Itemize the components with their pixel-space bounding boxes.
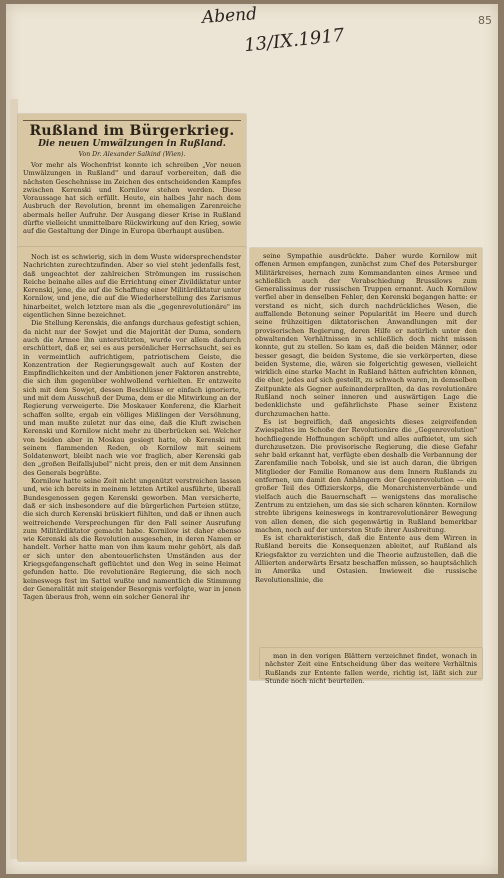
archive-sheet: [6, 4, 498, 874]
clipping-right-footer: [260, 648, 482, 685]
article-subtitle: Die neuen Umwälzungen in Rußland.: [38, 139, 226, 149]
article-title: Rußland im Bürgerkrieg.: [29, 123, 235, 139]
paragraph: seine Sympathie ausdrückte. Daher wurde Kornilow mit offenen Armen empfangen, zunächst zum Chef des Petersburger Militärkreises, hernach zum Kommandanten eines Armee und schließlich auch der Verabschiedung Brussilows zum Generalissimus der russischen Truppen ernannt. Auch Kornilow verfiel aber in denselben Fehler, den Kerenski begangen hatte: er verstand es nicht, sich durch nachdrückliches Wesen, die auffallende Betonung seiner Popularität im Heere und durch seine frühzeitigen diktatorischen Anwandlungen mit der provisorischen Regierung, deren Hilfe er natürlich unter den obwaltenden Verhältnissen in schließlich doch nicht missen konnte, gut zu stellen. So kam es, daß die beiden Männer, oder besser gesagt, die beiden Systeme, die sie verkörperten, diese beiden Systeme, die, wären sie folgerichtig gewesen, vielleicht wirklich eine starke Macht in Rußland hätten aufrichten können, die eher, jedes auf sich gestellt, zu schwach waren, in demselben Zeitpunkte als Gegner aufeinanderprallten, da das revolutionäre Rußland noch seiner inneren und auswärtigen Lage die bedenklichste und gefährlichste Phase seiner Existenz durchzumachen hatte.: [255, 252, 477, 418]
rule: [23, 120, 241, 121]
clipping-right-column: [250, 248, 482, 680]
paragraph: Die Stellung Kerenskis, die anfangs durchaus gefestigt schien, da nicht nur der Sowjet und die Majorität der Duma, sondern auch die Armee ihn unterstützten, wurde vor allem dadurch erschüttert, daß er, sei es aus persönlicher Herrschsucht, sei es in vermeintlich aufrichtigem, patriotischem Geiste, die Konzentration der Regierungsgewalt auch auf Kosten der Empfindlichkeiten und der Ambitionen jener Faktoren anstrebte, die sich ihm gegenüber wohlwollend verhielten. Er entzweite sich mit dem Sowjet, dessen Beschlüsse er einfach ignorierte, und mit dem Ausschuß der Duma, dem er die Mitwirkung an der Regierung verweigerte. Die Moskauer Konferenz, die Klarheit schaffen sollte, ergab ein völliges Mißlingen der Versöhnung, und man mußte zuletzt nur das eine, daß die Kluft zwischen Kerenski und Kornilow nicht mehr zu überbrücken sei. Welcher von beiden aber in Moskau gesiegt hatte, ob Kerenski mit seinem flammenden Reden, ob Kornilow mit seinem Soldatenwort, bleibt nach wie vor fraglich, aber Kerenski gab den „großen Beifallsjubel" nicht preis, den er mit dem Ansinnen des Generals begrüßte.: [23, 319, 241, 477]
paragraph: Es ist begreiflich, daß angesichts dieses zeigreifenden Zwiespaltes im Schoße der Revolutionäre die „Gegenrevolution" hochfliegende Hoffnungen schöpft und alles aufbietet, um sich durchzusetzen. Die provisorische Regierung, die diese Gefahr sehr bald erkannt hat, verfügte eben deshalb die Verbannung der Zarenfamilie nach Tobolsk, und sie ist auch daran, die übrigen Mitglieder der Familie Romanow aus dem Innern Rußlands zu entfernen, um damit den Anhängern der Gegenrevolution — ein großer Teil des Offizierskorps, die Monarchistenverbände und vielfach auch die Bauernschaft — wenigstens das moralische Zentrum zu entziehen, um das sie sich scharen könnten. Kornilow strebte übrigens keineswegs in kontrarevolutionärer Bewegung von allen denen, die sich gegenwärtig in Rußland bemerkbar machen, noch auf der untersten Stufe ihrer Ausbreitung.: [255, 417, 477, 534]
paragraph: Noch ist es schwierig, sich in dem Wuste widersprechendster Nachrichten zurechtzufinden. Aber so viel steht jedenfalls fest, daß ungeachtet der zahlreichen Strömungen im russischen Reiche beinahe alles auf die Errichtung einer Zivildiktatur unter Kerenski, jene, die auf die Schaffung einer Militärdiktatur unter Kornilow, und jene, die auf die Wiederherstellung des Zarismus hinarbeitet, welch letztere man als die „gegenrevolutionäre" im eigentlichen Sinne bezeichnet.: [23, 253, 241, 320]
article-byline: Von Dr. Alexander Salkind (Wien).: [78, 151, 186, 158]
paragraph: Es ist charakteristisch, daß die Entente aus dem Wirren in Rußland bereits die Konsequenzen ableitet, auf Rußland als Kriegsfaktor zu verzichten und die Theorie aufzustellen, daß die Alliierten anderwärts Ersatz beschaffen müssen, so hauptsächlich in Amerika und Ostasien. Inwieweit die russische Revolutionslinie, die: [255, 534, 477, 584]
clipping-left-column: [18, 247, 246, 861]
paragraph: man in den vorigen Blättern verzeichnet findet, wonach in nächster Zeit eine Entscheidung über das weitere Verhältnis Rußlands zur Entente fallen werde, richtig ist, läßt sich zur Stunde noch nicht beurteilen.: [265, 652, 477, 685]
folio-number: 85: [478, 14, 492, 27]
handwritten-date: 13/IX.1917: [243, 24, 346, 57]
clipping-header: [18, 114, 246, 248]
paper-strip: [10, 99, 18, 859]
handwritten-annotation: Abend: [201, 4, 258, 28]
article-intro: Vor mehr als Wochenfrist konnte ich schreiben „Vor neuen Umwälzungen in Rußland" und darauf vorbereiten, daß die nächsten Geschehnisse im Zeichen des entscheidenden Kampfes zwischen Kerenski und Kornilow stehen werden. Diese Voraussage hat sich erfüllt. Heute, ein halbes Jahr nach dem Ausbruch der Revolution, brennt im ehemaligen Zarenreiche abermals heller Aufruhr. Der Ausgang dieser Krise in Rußland dürfte vielleicht unmittelbare Rückwirkung auf den Krieg, sowie auf die Gestaltung der Dinge in Europa überhaupt ausüben.: [23, 161, 241, 236]
paragraph: Kornilow hatte seine Zeit nicht ungenützt verstreichen lassen und, wie ich bereits in meinem letzten Artikel ausführte, überall Bundesgenossen gegen Kerenski geworben. Man versicherte, daß er sich insbesondere auf die bürgerlichen Parteien stütze, die sich durch Kerenski brüskiert fühlten, und daß er ihnen auch weitreichende Versprechungen für den Fall seiner Ausrufung zum Militärdiktator gemacht habe. Kornilow ist daher ebenso wie Kerenski als die Revolution ausgesehen, in deren Namen er handelt. Vorher hatte man von ihm kaum mehr gehört, als daß er sich unter den abenteuerlichsten Umständen aus der Kriegsgefangenschaft geflüchtet und den Weg in seine Heimat gefunden hatte. Die revolutionäre Regierung, die sich noch keineswegs fest im Sattel wußte und namentlich die Stimmung der Generalität mit steigender Besorgnis verfolgte, war in jenen Tagen überaus froh, wenn ein solcher General ihr: [23, 477, 241, 602]
